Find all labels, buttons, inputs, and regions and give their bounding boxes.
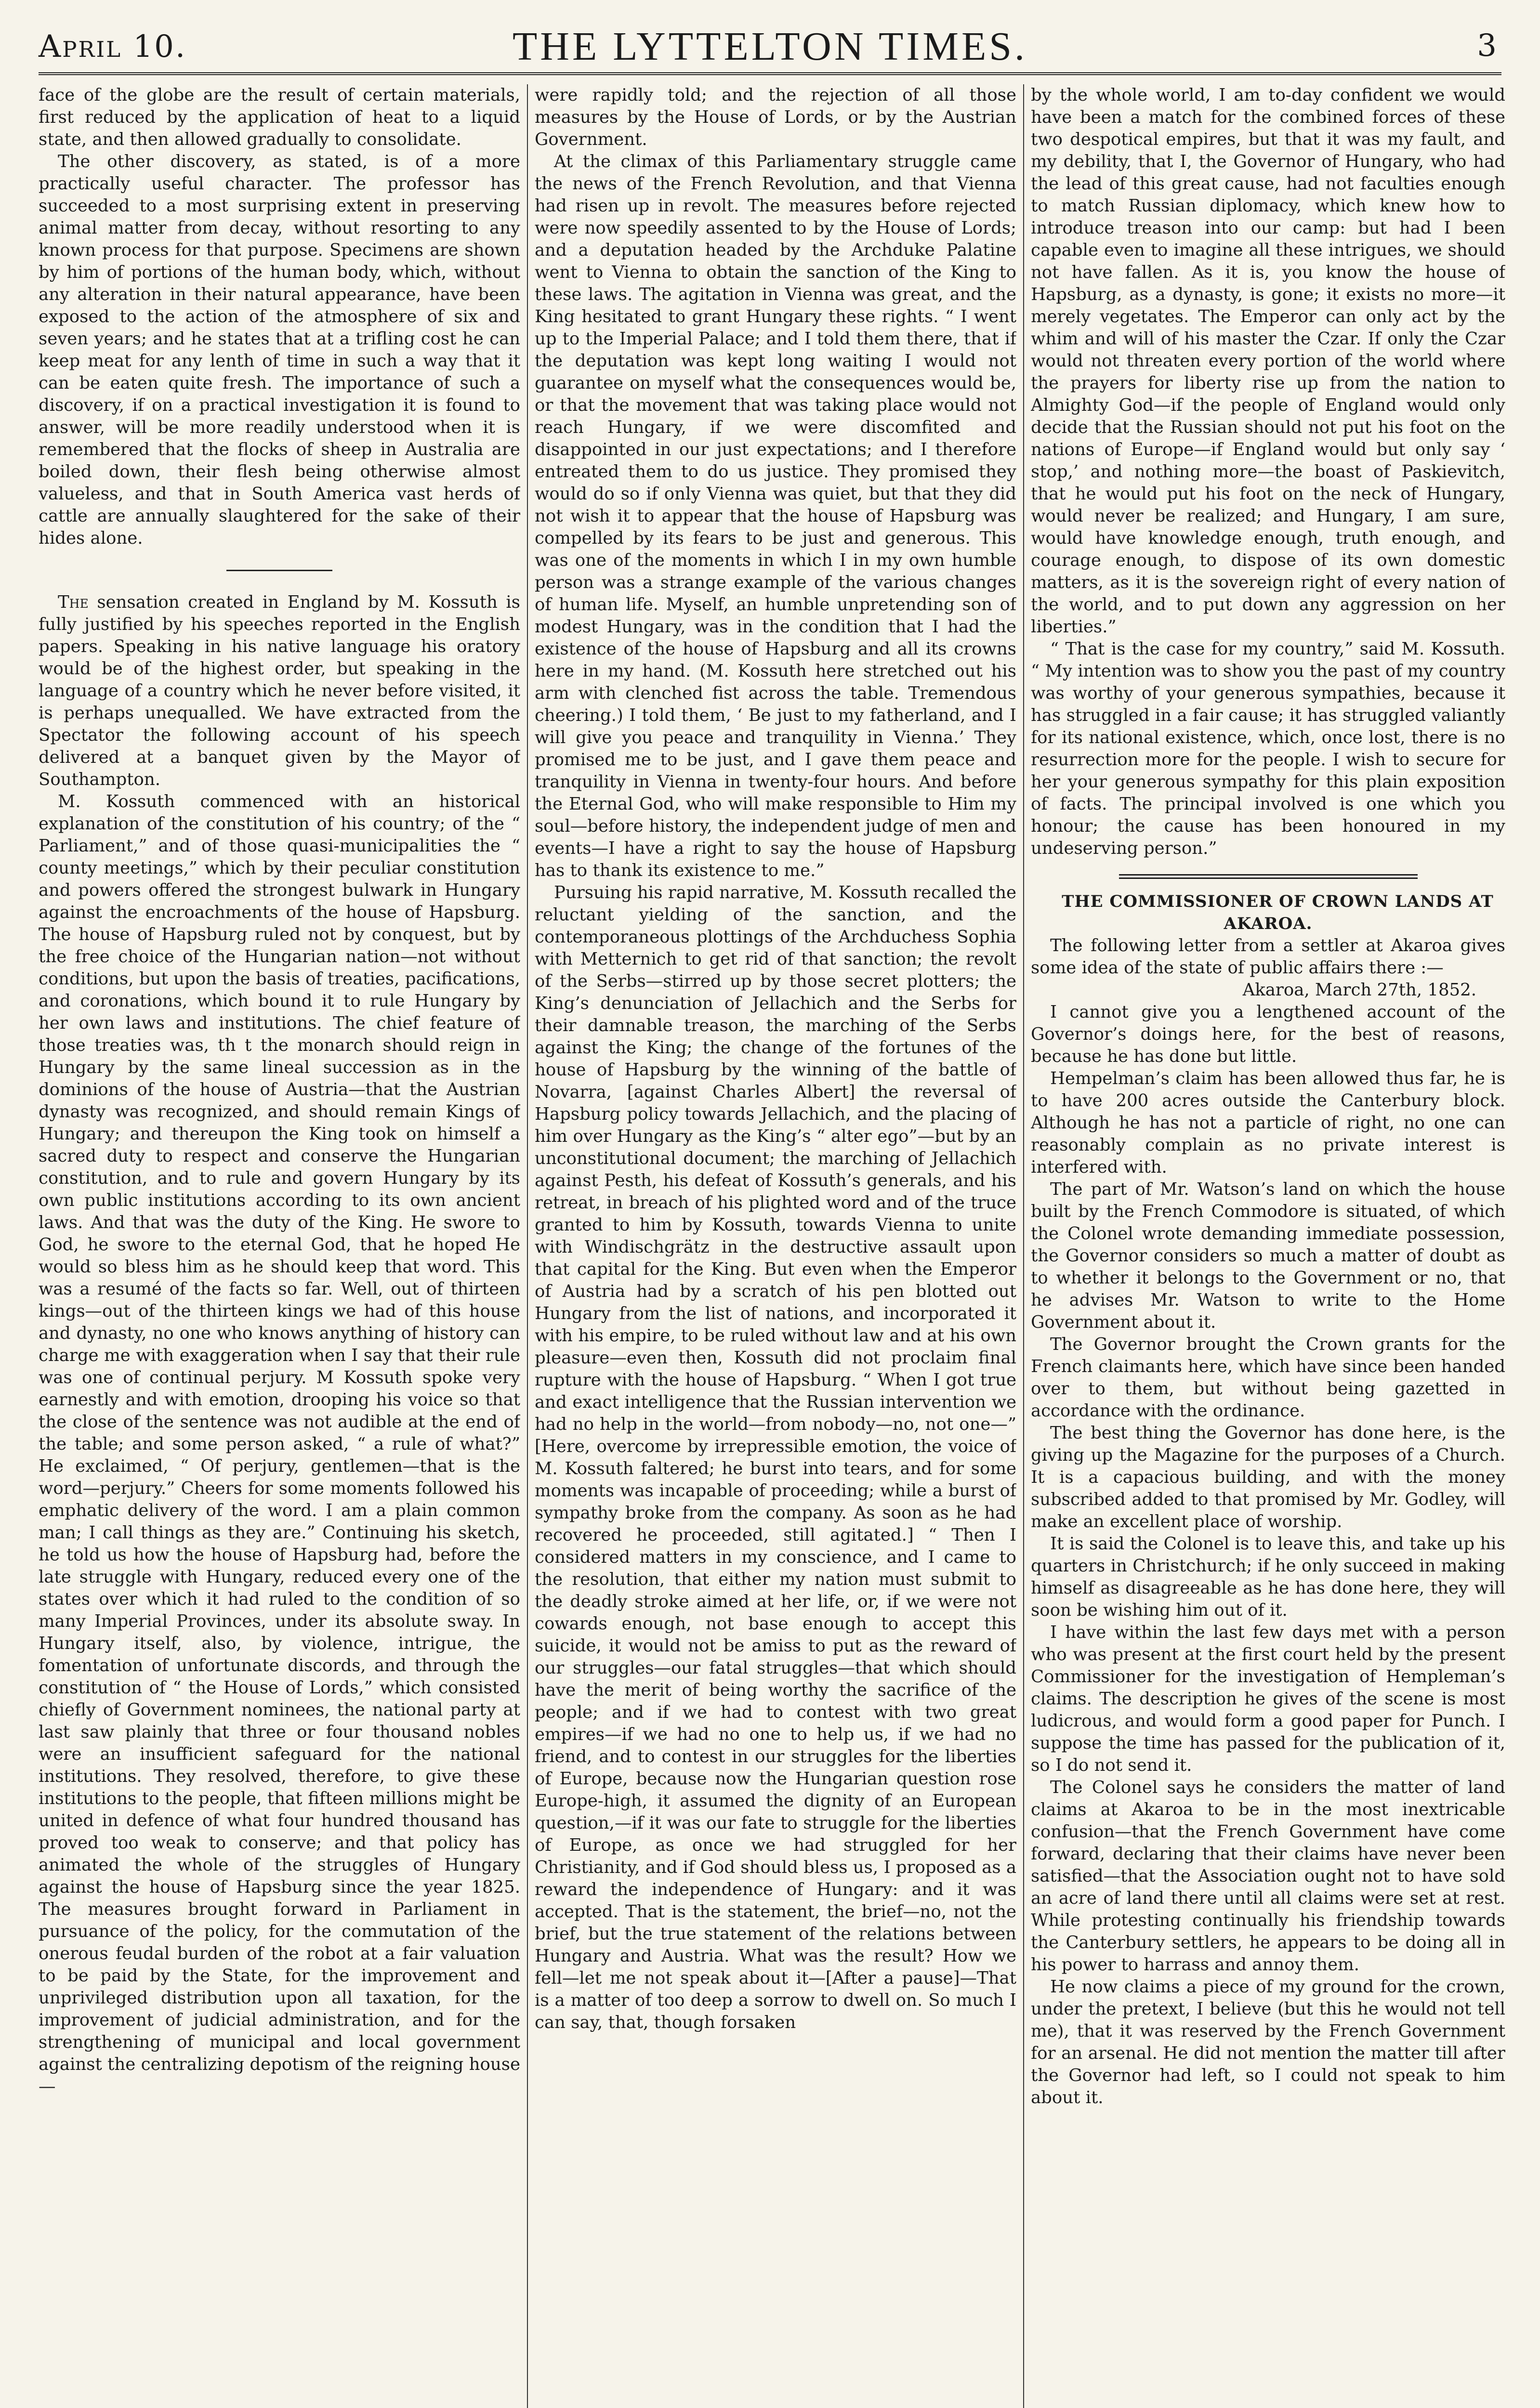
article-paragraph: I have within the last few days met with a person who was present at the first court held by the present Commissioner for the investigation of Hempleman’s claims. The description he gives of the scene is most ludicrous, and would form a good paper for Punch. I suppose the time has passed for the publication of it, so I do not send it. [1031, 1623, 1505, 1775]
article-paragraph: The Governor brought the Crown grants for the French claimants here, which have since been handed over to them, but without being gazetted in accordance with the ordinance. [1031, 1335, 1505, 1421]
letter-dateline: Akaroa, March 27th, 1852. [1242, 980, 1476, 1000]
article-paragraph: I cannot give you a lengthened account of the Governor’s doings here, for the best of reasons, because he has done but little. [1031, 1002, 1505, 1066]
article-paragraph: M. Kossuth commenced with an historical explanation of the constitution of his country; of the “ Parliament,” and of those quasi-municipalities the “ county meetings,” which by their peculiar constitution and powers offered the strongest bulwark in Hungary against the encroachments of the house of Hapsburg. The house of Hapsburg ruled not by conquest, but by the free choice of the Hungarian nation—not without conditions, but upon the basis of treaties, pacifications, and coronations, which bound it to rule Hungary by her own laws and institutions. The chief feature of those treaties was, th t the monarch should reign in Hungary by the same lineal succession as in the dominions of the house of Austria—that the Austrian dynasty was recognized, and should remain Kings of Hungary; and thereupon the King took on himself a sacred duty to respect and conserve the Hungarian constitution, and to rule and govern Hungary by its own public institutions according to its own ancient laws. And that was the duty of the King. He swore to God, he swore to the eternal God, that he hoped He would so bless him as he should keep that word. This was a resumé of the facts so far. Well, out of thirteen kings—out of the thirteen kings we had of this house and dynasty, no one who knows anything of history can charge me with exaggeration when I say that their rule was one of continual perjury. M Kossuth spoke very earnestly and with emotion, drooping his voice so that the close of the sentence was not audible at the end of the table; and some person asked, “ a rule of what?” He exclaimed, “ Of perjury, gentlemen—that is the word—perjury.” Cheers for some moments followed his emphatic delivery of the word. I am a plain common man; I call things as they are.” Continuing his sketch, he told us how the house of Hapsburg had, before the late struggle with Hungary, reduced every one of the states over which it had ruled to the condition of so many Imperial Provinces, under its absolute sway. In Hungary itself, also, by violence, intrigue, the fomentation of unfortunate discords, and through the constitution of “ the House of Lords,” which consisted chiefly of Government nominees, the national party at last saw plainly that three or four thousand nobles were an insufficient safeguard for the national institutions. They resolved, therefore, to give these institutions to the people, that fifteen millions might be united in defence of what four hundred thousand has proved too weak to conserve; and that policy has animated the whole of the struggles of Hungary against the house of Hapsburg since the year 1825. The measures brought forward in Parliament in pursuance of the policy, for the commutation of the onerous feudal burden of the robot at a fair valuation to be paid by the State, for the improvement and unprivileged distribution upon all taxation, for the improvement of judicial administration, and for the strengthening of municipal and local government against the centralizing depotism of the reigning house— [39, 792, 520, 2096]
article-text: sensation created in England by M. Kossuth is fully justified by his speeches reported in the English papers. Speaking in his native language his oratory would be of the highest order, but speaking in the language of a country which he never before visited, it is perhaps unequalled. We have extracted from the Spectator the following account of his speech delivered at a banquet given by the Mayor of Southampton. [39, 592, 520, 789]
article-paragraph: The Colonel says he considers the matter of land claims at Akaroa to be in the most inextricable confusion—that the French Government have come forward, declaring that their claims have never been satisfied—that the Association ought not to have sold an acre of land there until all claims were set at rest. While protesting continually his friendship towards the Canterbury settlers, he appears to be doing all in his power to harrass and annoy them. [1031, 1778, 1505, 1975]
lead-word: The [58, 592, 89, 612]
masthead [39, 19, 1501, 75]
article-paragraph: were rapidly told; and the rejection of all those measures by the House of Lords, or by the Austrian Government. [535, 85, 1016, 149]
article-paragraph: It is said the Colonel is to leave this, and take up his quarters in Christchurch; if he only succeed in making himself as disagreeable as he has done here, they will soon be wishing him out of it. [1031, 1534, 1505, 1620]
article-paragraph: He now claims a piece of my ground for the crown, under the pretext, I believe (but this he would not tell me), that it was reserved by the French Government for an arsenal. He did not mention the matter till after the Governor had left, so I could not speak to him about it. [1031, 1977, 1505, 2107]
column-1 [39, 84, 520, 2408]
article-paragraph: The best thing the Governor has done here, is the giving up the Magazine for the purposes of a Church. It is a capacious building, and with the money subscribed added to that promised by Mr. Godley, will make an excellent place of worship. [1031, 1423, 1505, 1531]
article-paragraph: Pursuing his rapid narrative, M. Kossuth recalled the reluctant yielding of the sanction, and the contemporaneous plottings of the Archduchess Sophia with Metternich to get rid of that sanction; the revolt of the Serbs—stirred up by those secret plotters; the King’s denunciation of Jellachich and the Serbs for their damnable treason, the marching of the Serbs against the King; the change of the fortunes of the house of Hapsburg by the winning of the battle of Novarra, [against Charles Albert] the reversal of Hapsburg policy towards Jellachich, and the placing of him over Hungary as the King’s “ alter ego”—but by an unconstitutional document; the marching of Jellachich against Pesth, his defeat of Kossuth’s generals, and his retreat, in breach of his plighted word and of the truce granted to him by Kossuth, towards Vienna to unite with Windischgrätz in the destructive assault upon that capital for the King. But even when the Emperor of Austria had by a scratch of his pen blotted out Hungary from the list of nations, and incorporated it with his empire, to be ruled without law and at his own pleasure—even then, Kossuth did not proclaim final rupture with the house of Hapsburg. “ When I got true and exact intelligence that the Russian intervention we had no help in the world—from nobody—no, not one—” [Here, overcome by irrepressible emotion, the voice of M. Kossuth faltered; he burst into tears, and for some moments was incapable of proceeding; while a burst of sympathy broke from the company. As soon as he had recovered he proceeded, still agitated.] “ Then I considered matters in my conscience, and I came to the resolution, that either my nation must submit to the deadly stroke aimed at her life, or, if we were not cowards enough, not base enough to accept this suicide, it would not be amiss to put as the reward of our struggles—our fatal struggles—that which should have the merit of being worthy the sacrifice of the people; and if we had to contest with two great empires—if we had no one to help us, if we had no friend, and to contest in our struggles for the liberties of Europe, because now the Hungarian question rose Europe-high, it assumed the dignity of an European question,—if it was our fate to struggle for the liberties of Europe, as once we had struggled for her Christianity, and if God should bless us, I proposed as a reward the independence of Hungary: and it was accepted. That is the statement, the brief—no, not the brief, but the true statement of the relations between Hungary and Austria. What was the result? How we fell—let me not speak about it—[After a pause]—That is a matter of too deep a sorrow to dwell on. So much I can say, that, though forsaken [535, 883, 1016, 2032]
article-paragraph: “ That is the case for my country,” said M. Kossuth. “ My intention was to show you the past of my country was worthy of your generous sympathies, because it has struggled in a fair cause; it has struggled valiantly for its national existence, which, once lost, there is no resurrection more for the people. I wish to secure for her your generous sympathy for this plain exposition of facts. The principal involved is one which you honour; the cause has been honoured in my undeserving person.” [1031, 639, 1505, 858]
column-3 [1031, 84, 1505, 2408]
column-rule [1023, 84, 1024, 2408]
article-paragraph: by the whole world, I am to-day confident we would have been a match for the combined forces of these two despotical empires, but that it was my fault, and my debility, that I, the Governor of Hungary, who had the lead of this great cause, had not faculties enough to match Russian diplomacy, which knew how to introduce treason into our camp: but had I been capable even to imagine all these intrigues, we should not have fallen. As it is, you know the house of Hapsburg, as a dynasty, is gone; it exists no more—it merely vegetates. The Emperor can only act by the whim and will of his master the Czar. If only the Czar would not threaten every portion of the world where the prayers for liberty rise up from the nation to Almighty God—if the people of England would only decide that the Russian should not put his foot on the nations of Europe—if England would but only say ‘ stop,’ and nothing more—the boast of Paskievitch, that he would put his foot on the neck of Hungary, would never be realized; and Hungary, I am sure, would have knowledge enough, truth enough, and courage enough, to dispose of its own domestic matters, as it is the sovereign right of every nation of the world, and to put down any aggression on her liberties.” [1031, 85, 1505, 637]
article-paragraph: The other discovery, as stated, is of a more practically useful character. The professor has succeeded to a most surprising extent in preserving animal matter from decay, without resorting to any known process for that purpose. Specimens are shown by him of portions of the human body, which, without any alteration in their natural appearance, have been exposed to the action of the atmosphere of six and seven years; and he states that at a trifling cost he can keep meat for any lenth of time in such a way that it can be eaten quite fresh. The importance of such a discovery, if on a practical investigation it is found to answer, will be more readily understood when it is remembered that the flocks of sheep in Australia are boiled down, their flesh being otherwise almost valueless, and that in South America vast herds of cattle are annually slaughtered for the sake of their hides alone. [39, 152, 520, 548]
section-divider [226, 570, 332, 571]
column-2 [535, 84, 1016, 2408]
article-paragraph: At the climax of this Parliamentary struggle came the news of the French Revolution, and that Vienna had risen up in revolt. The measures before rejected were now speedily assented to by the House of Lords; and a deputation headed by the Archduke Palatine went to Vienna to obtain the sanction of the King to these laws. The agitation in Vienna was great, and the King hesitated to grant Hungary these rights. “ I went up to the Imperial Palace; and I told them there, that if the deputation was kept long waiting I would not guarantee on myself what the consequences would be, or that the movement that was taking place would not reach Hungary, if we were discomfited and disappointed in our just expectations; and I therefore entreated them to do us justice. They promised they would do so if only Vienna was quiet, but that they did not wish it to appear that the house of Hapsburg was compelled by its fears to be just and generous. This was one of the moments in which I in my own humble person was a strange example of the various changes of human life. Myself, an humble unpretending son of modest Hungary, was in the condition that I had the existence of the house of Hapsburg and all its crowns here in my hand. (M. Kossuth here stretched out his arm with clenched fist across the table. Tremendous cheering.) I told them, ‘ Be just to my fatherland, and I will give you peace and tranquility in Vienna.’ They promised me to be just, and I gave them peace and tranquility in Vienna in twenty-four hours. And before the Eternal God, who will make responsible to Him my soul—before history, the independent judge of men and events—I have a right to say the house of Hapsburg has to thank its existence to me.” [535, 152, 1016, 880]
article-headline: THE COMMISSIONER OF CROWN LANDS AT AKAROA. [1062, 892, 1494, 933]
article-paragraph [39, 591, 520, 791]
article-paragraph: Hempelman’s claim has been allowed thus far, he is to have 200 acres outside the Canterbury block. Although he has not a particle of right, no one can reasonably complain as no private interest is interfered with. [1031, 1069, 1505, 1177]
column-rule [527, 84, 528, 2408]
page-number: 3 [1477, 28, 1497, 64]
issue-date: April 10. [39, 29, 187, 65]
article-paragraph: The part of Mr. Watson’s land on which the house built by the French Commodore is situated, of which the Colonel wrote demanding immediate possession, the Governor considers so much a matter of doubt as to whether it belongs to the Government or no, that he advises Mr. Watson to write to the Home Government about it. [1031, 1179, 1505, 1332]
article-paragraph: face of the globe are the result of certain materials, first reduced by the application of heat to a liquid state, and then allowed gradually to consolidate. [39, 85, 520, 149]
section-divider [1119, 874, 1418, 879]
newspaper-title: THE LYTTELTON TIMES. [513, 24, 1027, 69]
article-paragraph: The following letter from a settler at Akaroa gives some idea of the state of public affairs there :— [1031, 936, 1505, 978]
